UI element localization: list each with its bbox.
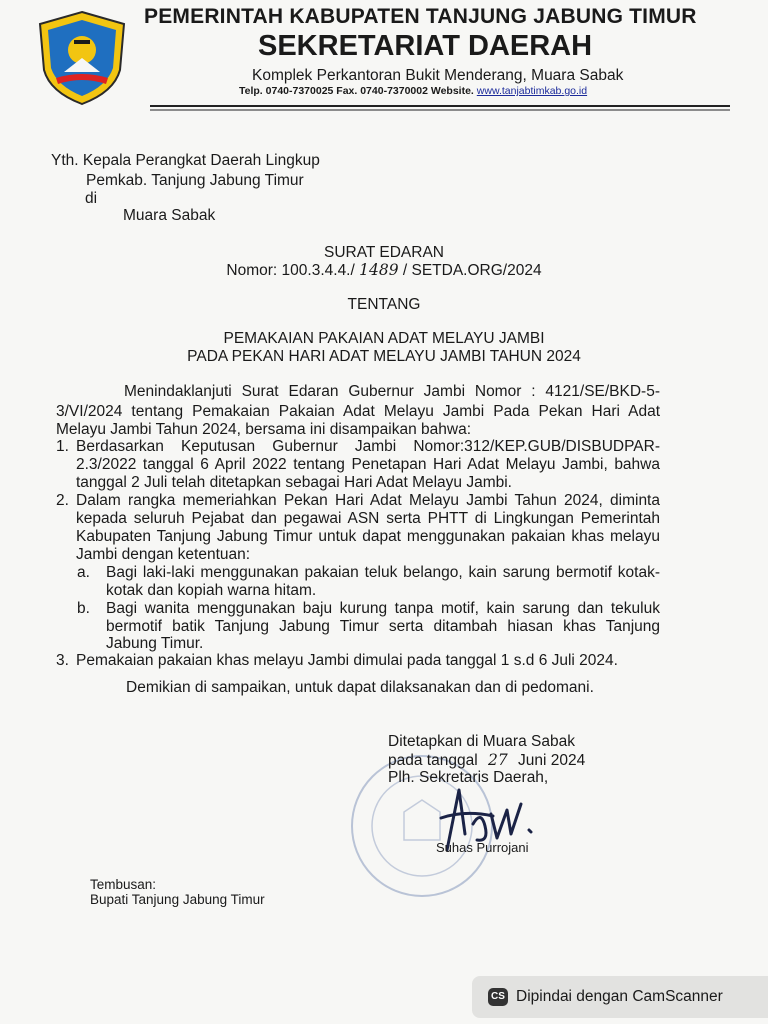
contact-line [239, 85, 587, 97]
item-2-line-4: Jambi dengan ketentuan: [76, 546, 251, 563]
signatory-title: Plh. Sekretaris Daerah, [388, 769, 549, 786]
letter-number-handwritten: 1489 [359, 261, 399, 279]
subject-line-2: PADA PEKAN HARI ADAT MELAYU JAMBI TAHUN 2024 [187, 348, 581, 365]
signature-date-day: 27 [487, 751, 508, 769]
closing-statement: Demikian di sampaikan, untuk dapat dilaksanakan dan di pedomani. [126, 679, 594, 696]
contact-text: Telp. 0740-7370025 Fax. 0740-7370002 Website. [239, 85, 474, 97]
item-3-line-1: Pemakaian pakaian khas melayu Jambi dimulai pada tanggal 1 s.d 6 Juli 2024. [76, 652, 618, 669]
sub-a-line-1: Bagi laki-laki menggunakan pakaian teluk belango, kain sarung bermotif kotak- [106, 564, 660, 581]
about-label: TENTANG [347, 296, 421, 313]
recipient-line-2: Pemkab. Tanjung Jabung Timur [86, 172, 304, 189]
letter-type: SURAT EDARAN [323, 244, 444, 261]
sub-b-line-1: Bagi wanita menggunakan baju kurung tanpa motif, kain sarung dan tekuluk [106, 600, 660, 617]
letter-number-prefix: Nomor: 100.3.4.4./ [226, 262, 355, 279]
address-line: Komplek Perkantoran Bukit Menderang, Muara Sabak [252, 67, 624, 84]
item-1-line-3: tanggal 2 Juli telah ditetapkan sebagai Hari Adat Melayu Jambi. [76, 474, 512, 491]
cc-item-1: Bupati Tanjung Jabung Timur [90, 892, 265, 907]
item-2-line-2: kepada seluruh Pejabat dan pegawai ASN serta PHTT di Lingkungan Pemerintah [76, 510, 660, 527]
secretariat-title: SEKRETARIAT DAERAH [258, 30, 593, 62]
sub-a-label: a. [77, 564, 90, 581]
website-link[interactable]: www.tanjabtimkab.go.id [476, 85, 588, 97]
sub-b-line-2: bermotif batik Tanjung Jabung Timur serta ditambah hiasan khas Tanjung [106, 618, 660, 635]
item-2-number: 2. [56, 492, 69, 509]
intro-line-3: Melayu Jambi Tahun 2024, bersama ini disampaikan bahwa: [56, 421, 472, 438]
letter-number [0, 261, 768, 280]
item-1-line-2: 2.3/2022 tanggal 6 April 2022 tentang Penetapan Hari Adat Melayu Jambi, bahwa [76, 456, 660, 473]
item-2-line-1: Dalam rangka memeriahkan Pekan Hari Adat Melayu Jambi Tahun 2024, diminta [76, 492, 660, 509]
item-2-line-3: Kabupaten Tanjung Jabung Timur untuk dapat menggunakan pakaian khas melayu [76, 528, 660, 545]
signature-date-suffix: Juni 2024 [518, 752, 586, 769]
item-1-line-1: Berdasarkan Keputusan Gubernur Jambi Nomor:312/KEP.GUB/DISBUDPAR- [76, 438, 660, 455]
recipient-line-3: di [85, 190, 98, 207]
intro-line-2: 3/VI/2024 tentang Pemakaian Pakaian Adat Melayu Jambi Pada Pekan Hari Adat [56, 403, 660, 420]
government-title: PEMERINTAH KABUPATEN TANJUNG JABUNG TIMUR [144, 5, 697, 28]
signature-date-prefix: pada tanggal [388, 752, 478, 769]
letter-number-suffix: / SETDA.ORG/2024 [402, 262, 542, 279]
camscanner-label: Dipindai dengan CamScanner [516, 988, 723, 1005]
signature-date [388, 751, 585, 770]
header-divider [150, 104, 730, 112]
signatory-name: Suhas Purrojani [436, 840, 529, 855]
item-1-number: 1. [56, 438, 69, 455]
signature-place: Ditetapkan di Muara Sabak [388, 733, 575, 750]
cc-label: Tembusan: [90, 877, 157, 892]
sub-b-line-3: Jabung Timur. [106, 635, 204, 652]
item-3-number: 3. [56, 652, 69, 669]
recipient-line-1: Yth. Kepala Perangkat Daerah Lingkup [51, 152, 320, 169]
subject-line-1: PEMAKAIAN PAKAIAN ADAT MELAYU JAMBI [223, 330, 545, 347]
intro-line-1: Menindaklanjuti Surat Edaran Gubernur Jambi Nomor : 4121/SE/BKD-5- [124, 383, 660, 400]
recipient-line-4: Muara Sabak [123, 207, 216, 224]
sub-b-label: b. [77, 600, 90, 617]
camscanner-icon: CS [488, 988, 508, 1006]
regency-emblem-icon [34, 10, 130, 106]
sub-a-line-2: kotak dan kopiah warna hitam. [106, 582, 317, 599]
